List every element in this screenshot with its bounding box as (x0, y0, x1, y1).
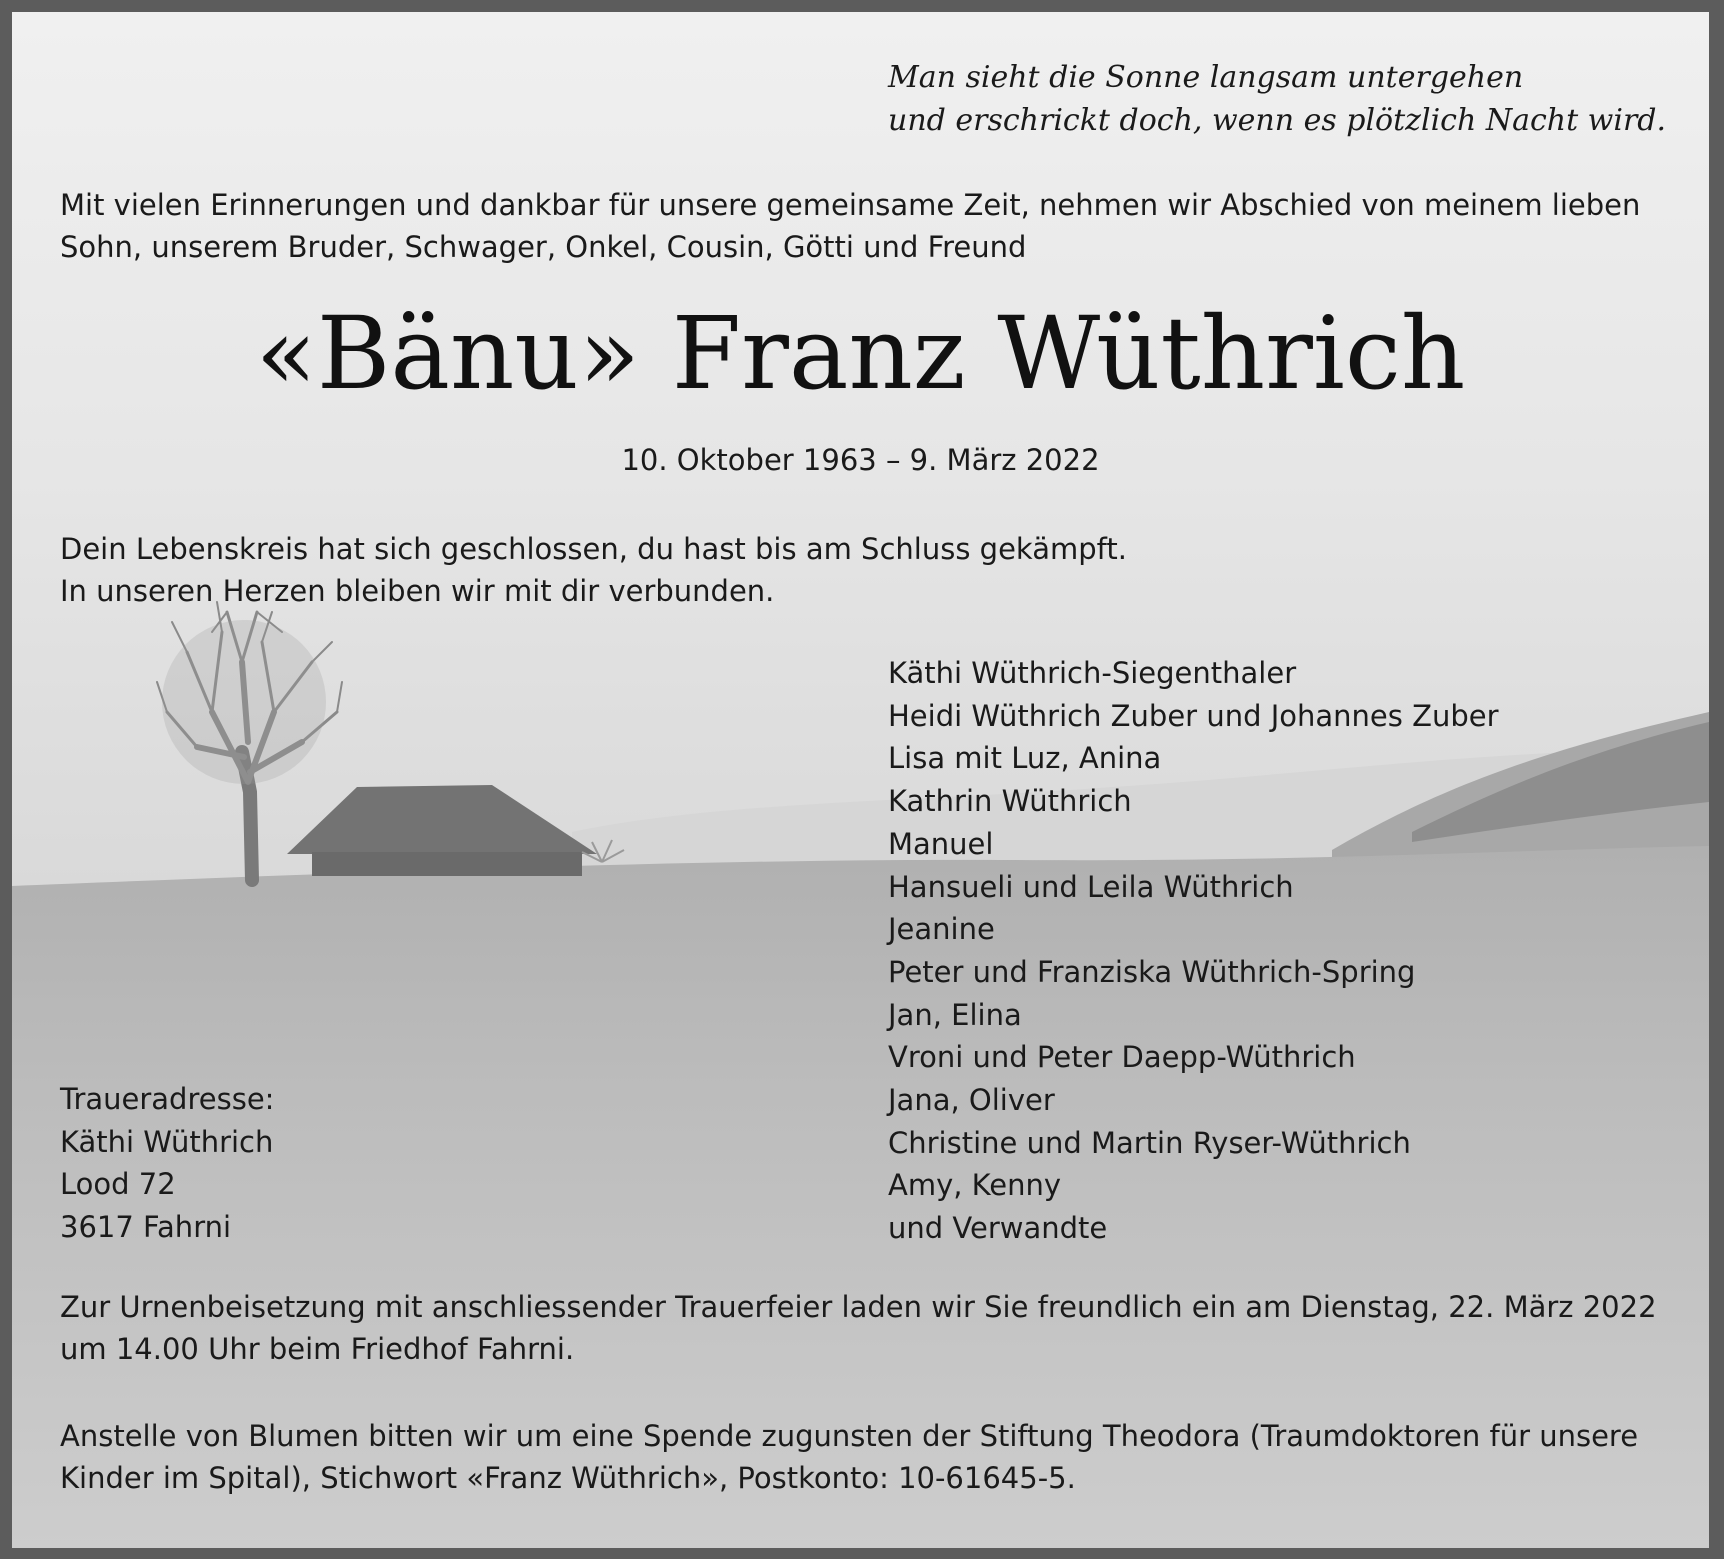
mourner-entry: Heidi Wüthrich Zuber und Johannes Zuber (888, 698, 1499, 733)
remembrance-line: Dein Lebenskreis hat sich geschlossen, du hast bis am Schluss gekämpft. (60, 532, 1127, 566)
mourner-entry: Lisa mit Luz, Anina (888, 741, 1162, 776)
mourner-entry: Amy, Kenny (888, 1168, 1062, 1203)
address-name: Käthi Wüthrich (60, 1124, 274, 1159)
address-heading: Traueradresse: (60, 1082, 275, 1116)
mourner-entry: Manuel (888, 826, 994, 861)
mourner-entry: Peter und Franziska Wüthrich-Spring (888, 954, 1416, 989)
tree-crown (162, 620, 326, 784)
address-city: 3617 Fahrni (60, 1210, 232, 1245)
motto-quote (888, 56, 1666, 142)
donation-line: Kinder im Spital), Stichwort «Franz Wüthrich», Postkonto: 10-61645-5. (60, 1461, 1076, 1495)
ceremony-info (60, 1286, 1670, 1370)
mourner-entry: Vroni und Peter Daepp-Wüthrich (888, 1040, 1356, 1075)
ceremony-line: um 14.00 Uhr beim Friedhof Fahrni. (60, 1332, 575, 1366)
remembrance-text (60, 528, 1260, 612)
motto-line: und erschrickt doch, wenn es plötzlich Nacht wird. (888, 103, 1667, 138)
mourner-entry: Jana, Oliver (888, 1083, 1055, 1118)
remembrance-line: In unseren Herzen bleiben wir mit dir verbunden. (60, 574, 775, 608)
intro-line: Sohn, unserem Bruder, Schwager, Onkel, Cousin, Götti und Freund (60, 230, 1027, 264)
mourner-entry: Christine und Martin Ryser-Wüthrich (888, 1125, 1411, 1160)
obituary-notice (12, 12, 1709, 1548)
mourner-entry: Jan, Elina (888, 997, 1022, 1032)
mourner-entry: Kathrin Wüthrich (888, 784, 1132, 819)
deceased-name: «Bänu» Franz Wüthrich (255, 295, 1466, 412)
mourner-entry: Käthi Wüthrich-Siegenthaler (888, 656, 1297, 690)
intro-line: Mit vielen Erinnerungen und dankbar für unsere gemeinsame Zeit, nehmen wir Abschied von meinem lieben (60, 188, 1641, 222)
donation-info (60, 1415, 1670, 1499)
mourner-entry: Hansueli und Leila Wüthrich (888, 869, 1294, 904)
intro-text (60, 184, 1660, 268)
barn (287, 785, 597, 876)
mourner-entry: Jeanine (888, 912, 995, 947)
address-street: Lood 72 (60, 1167, 176, 1202)
donation-line: Anstelle von Blumen bitten wir um eine Spende zugunsten der Stiftung Theodora (Traumdoktoren für unsere (60, 1419, 1639, 1453)
ceremony-line: Zur Urnenbeisetzung mit anschliessender Trauerfeier laden wir Sie freundlich ein am Dienstag, 22. März 2022 (60, 1290, 1657, 1324)
mourner-entry: und Verwandte (888, 1211, 1108, 1246)
life-dates: 10. Oktober 1963 – 9. März 2022 (621, 443, 1100, 477)
mourning-address (60, 1078, 274, 1249)
motto-line: Man sieht die Sonne langsam untergehen (888, 60, 1524, 95)
mourners-list (888, 652, 1499, 1250)
